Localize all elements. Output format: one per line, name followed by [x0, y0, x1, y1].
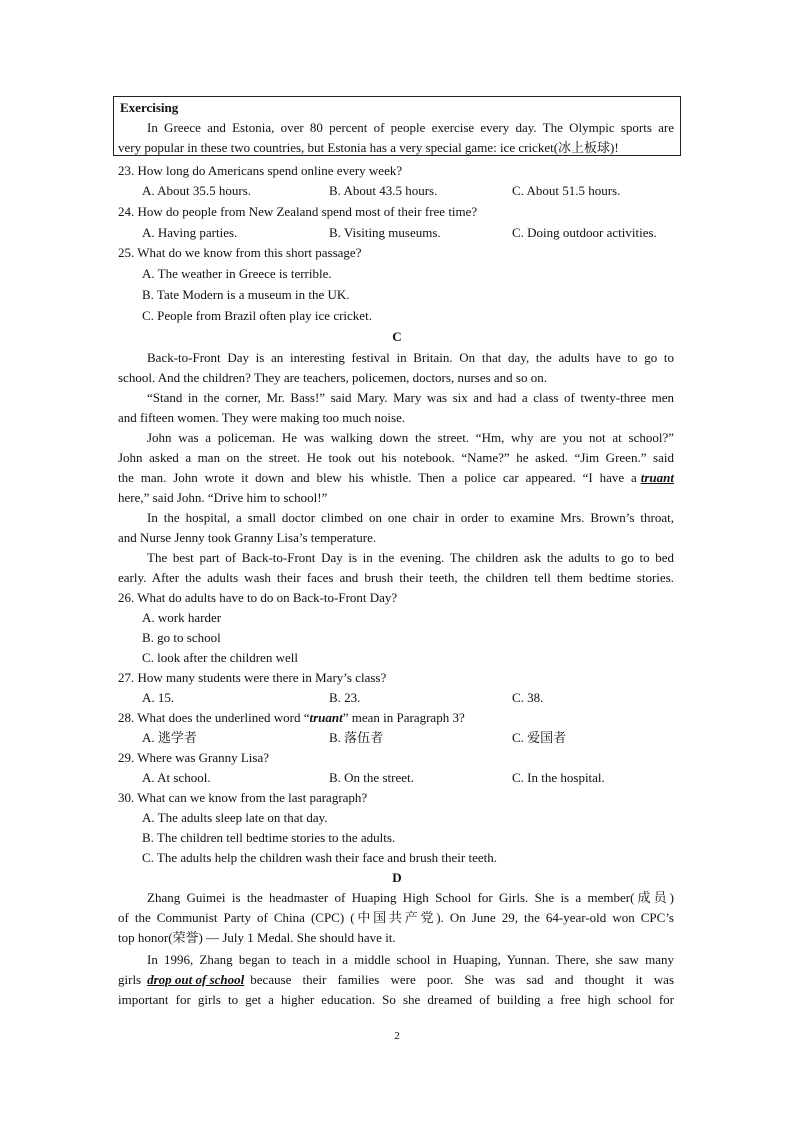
passage-c-p5-line2: early. After the adults wash their faces and brush their teeth, the children tell them bedtime stories.: [118, 570, 674, 585]
box-title: Exercising: [120, 100, 179, 115]
question-24: 24. How do people from New Zealand spend most of their free time?: [118, 204, 478, 219]
passage-c-p4-line2: and Nurse Jenny took Granny Lisa’s temperature.: [118, 530, 377, 545]
truant-word: truant: [640, 470, 674, 485]
q25-option-a: A. The weather in Greece is terrible.: [142, 266, 332, 281]
q29-option-a: A. At school.: [142, 770, 211, 785]
question-30: 30. What can we know from the last paragraph?: [118, 790, 368, 805]
passage-d-p1-line1: Zhang Guimei is the headmaster of Huaping High School for Girls. She is a member(成员): [147, 890, 674, 905]
passage-c-p2-line2: and fifteen women. They were making too much noise.: [118, 410, 406, 425]
passage-d-p2-line2: [118, 970, 674, 990]
q30-option-b: B. The children tell bedtime stories to the adults.: [142, 830, 396, 845]
passage-c-p2-line1: “Stand in the corner, Mr. Bass!” said Mary. Mary was six and had a class of twenty-three men: [147, 390, 674, 405]
box-line-1: In Greece and Estonia, over 80 percent of people exercise every day. The Olympic sports are: [147, 120, 674, 135]
passage-c-p5-line1: The best part of Back-to-Front Day is in the evening. The children ask the adults to go to bed: [147, 550, 674, 565]
q28-stem-end: ” mean in Paragraph 3?: [342, 710, 465, 725]
q28-stem-start: 28. What does the underlined word “: [118, 710, 310, 725]
q30-option-c: C. The adults help the children wash their face and brush their teeth.: [142, 850, 497, 865]
q30-option-a: A. The adults sleep late on that day.: [142, 810, 328, 825]
q23-option-b: B. About 43.5 hours.: [329, 183, 438, 198]
section-heading-d: D: [392, 870, 402, 885]
passage-d-p1-line3: top honor(荣誉) — July 1 Medal. She should have it.: [118, 930, 396, 945]
q26-option-c: C. look after the children well: [142, 650, 298, 665]
q29-option-b: B. On the street.: [329, 770, 414, 785]
q26-option-a: A. work harder: [142, 610, 222, 625]
q26-option-b: B. go to school: [142, 630, 221, 645]
section-heading-c: C: [392, 329, 402, 344]
p3-line3-text: the man. John wrote it down and blew his whistle. Then a police car appeared. “I have a: [118, 470, 637, 485]
q27-option-b: B. 23.: [329, 690, 361, 705]
q24-option-b: B. Visiting museums.: [329, 225, 441, 240]
question-23: 23. How long do Americans spend online every week?: [118, 163, 403, 178]
q27-option-c: C. 38.: [512, 690, 544, 705]
page-number: 2: [394, 1030, 400, 1042]
passage-c-p3-line3: [118, 468, 674, 488]
q25-option-c: C. People from Brazil often play ice cricket.: [142, 308, 372, 323]
q23-option-c: C. About 51.5 hours.: [512, 183, 621, 198]
question-26: 26. What do adults have to do on Back-to-Front Day?: [118, 590, 398, 605]
passage-c-p4-line1: In the hospital, a small doctor climbed on one chair in order to examine Mrs. Brown’s throat,: [147, 510, 674, 525]
p2-line2-end: because their families were poor. She was sad and thought it was: [250, 972, 674, 987]
passage-c-p3-line1: John was a policeman. He was walking down the street. “Hm, why are you not at school?”: [147, 430, 674, 445]
q24-option-a: A. Having parties.: [142, 225, 238, 240]
q27-option-a: A. 15.: [142, 690, 175, 705]
q28-option-b: B. 落伍者: [329, 730, 384, 745]
passage-c-p1-line2: school. And the children? They are teachers, policemen, doctors, nurses and so on.: [118, 370, 547, 385]
p2-line2-start: girls: [118, 972, 142, 987]
q29-option-c: C. In the hospital.: [512, 770, 605, 785]
passage-d-p2-line1: In 1996, Zhang began to teach in a middle school in Huaping, Yunnan. There, she saw many: [147, 952, 674, 967]
q28-option-c: C. 爱国者: [512, 730, 567, 745]
q23-option-a: A. About 35.5 hours.: [142, 183, 252, 198]
passage-c-p1-line1: Back-to-Front Day is an interesting festival in Britain. On that day, the adults have to go to: [147, 350, 674, 365]
box-line-2: very popular in these two countries, but Estonia has a very special game: ice cricket(冰上板球)!: [118, 140, 619, 155]
question-25: 25. What do we know from this short passage?: [118, 245, 362, 260]
q28-option-a: A. 逃学者: [142, 730, 197, 745]
question-29: 29. Where was Granny Lisa?: [118, 750, 270, 765]
passage-d-p1-line2: of the Communist Party of China (CPC) (中国共产党). On June 29, the 64-year-old won CPC’s: [118, 910, 674, 925]
question-28: [118, 708, 465, 728]
passage-c-p3-line4: here,” said John. “Drive him to school!”: [118, 490, 328, 505]
passage-d-p2-line3: important for girls to get a higher education. So she dreamed of building a free high school for: [118, 992, 674, 1007]
q24-option-c: C. Doing outdoor activities.: [512, 225, 657, 240]
q25-option-b: B. Tate Modern is a museum in the UK.: [142, 287, 350, 302]
q28-stem-word: truant: [309, 710, 343, 725]
drop-out-of-school-phrase: drop out of school: [147, 972, 245, 987]
question-27: 27. How many students were there in Mary’s class?: [118, 670, 387, 685]
passage-c-p3-line2: John asked a man on the street. He took out his notebook. “Name?” he asked. “Jim Green.” said: [118, 450, 674, 465]
